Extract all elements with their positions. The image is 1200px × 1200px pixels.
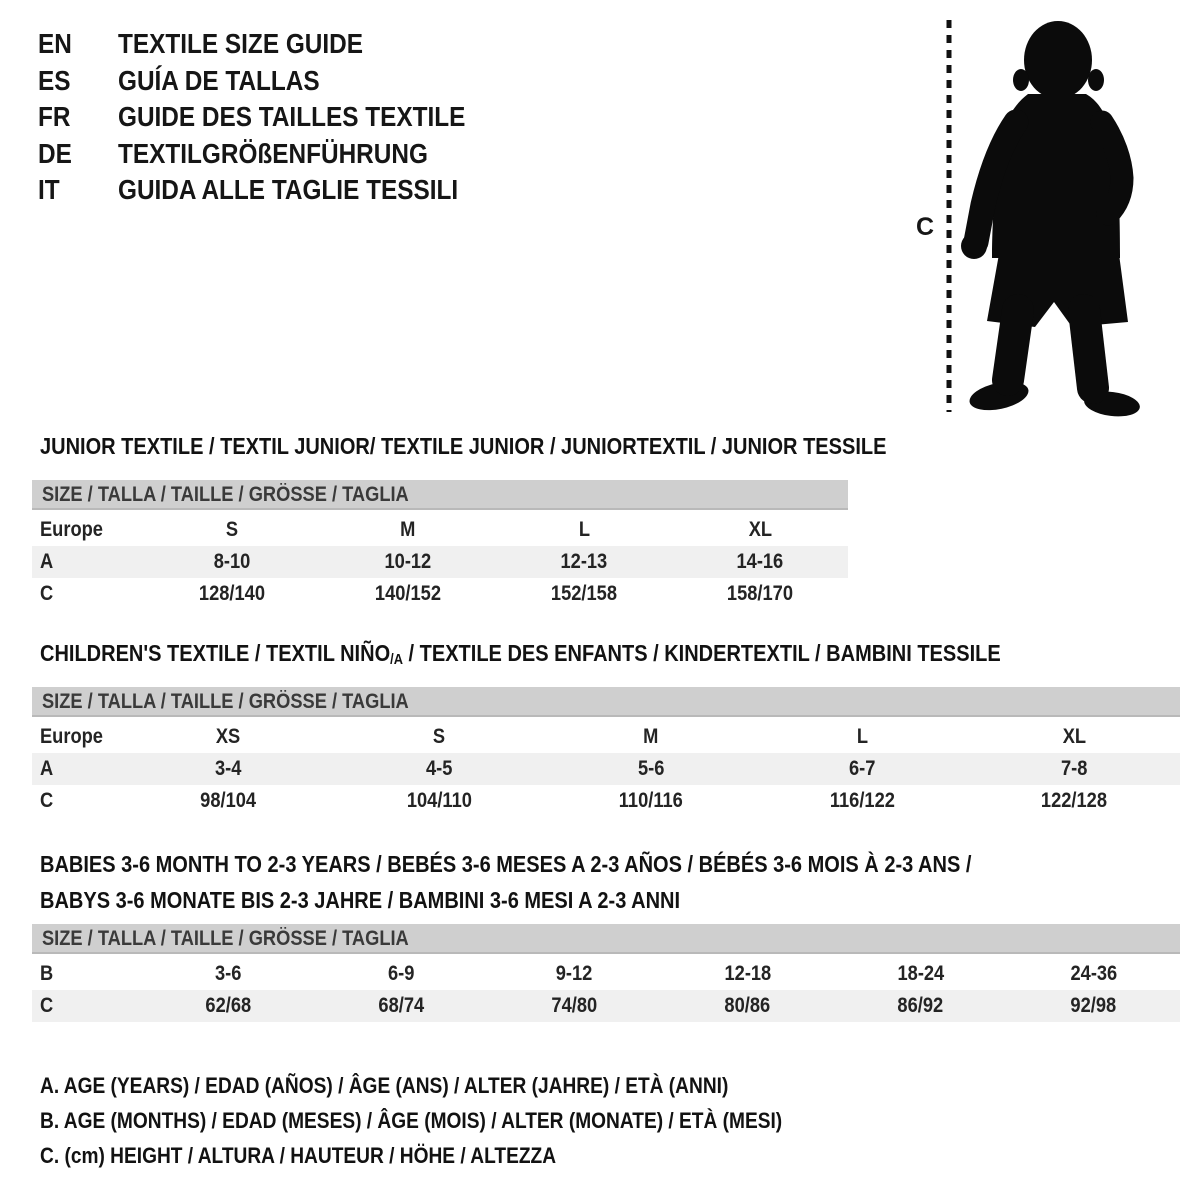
language-code: ES (38, 64, 71, 96)
babies-size-table (32, 924, 1180, 1022)
cell-value: 3-6 (215, 962, 242, 985)
guide-title: TEXTILE SIZE GUIDE (118, 28, 363, 59)
junior-section-title: JUNIOR TEXTILE / TEXTIL JUNIOR/ TEXTILE JUNIOR / JUNIORTEXTIL / JUNIOR TESSILE (40, 433, 887, 459)
junior-size-table (32, 480, 848, 610)
cell-value: 86/92 (897, 994, 944, 1017)
cell-value: 116/122 (830, 789, 896, 812)
row-label: Europe (40, 725, 103, 748)
guide-title: TEXTILGRÖßENFÜHRUNG (118, 137, 428, 169)
note-age-years: A. AGE (YEARS) / EDAD (AÑOS) / ÂGE (ANS) / ALTER (JAHRE) / ETÀ (ANNI) (40, 1073, 729, 1098)
row-label: Europe (40, 518, 103, 541)
children-section-title: CHILDREN'S TEXTILE / TEXTIL NIÑO/A / TEXTILE DES ENFANTS / KINDERTEXTIL / BAMBINI TESSILE (40, 640, 1001, 668)
cell-value: 12-18 (724, 962, 771, 985)
cell-value: 6-9 (388, 962, 415, 985)
row-label: A (40, 757, 54, 780)
cell-value: 4-5 (426, 757, 453, 780)
row-label: C (40, 582, 54, 605)
nino-a-subscript: /A (390, 651, 403, 668)
cell-value: 10-12 (384, 550, 432, 573)
cell-value: 128/140 (198, 582, 266, 605)
table-row (32, 719, 1180, 753)
list-item (38, 26, 517, 63)
cell-value: 104/110 (406, 789, 472, 812)
list-item (38, 172, 517, 209)
table-row (32, 546, 848, 578)
cell-value: 3-4 (214, 757, 241, 780)
size-header-bar: SIZE / TALLA / TAILLE / GRÖSSE / TAGLIA (32, 924, 1180, 956)
row-label: B (40, 962, 54, 985)
note-height-cm: C. (cm) HEIGHT / ALTURA / HAUTEUR / HÖHE / ALTEZZA (40, 1143, 557, 1168)
language-code: FR (38, 101, 71, 133)
cell-value: L (856, 725, 869, 748)
height-measure-label: C (915, 213, 935, 241)
guide-title: GUIDA ALLE TAGLIE TESSILI (118, 174, 459, 206)
list-item (38, 99, 517, 136)
cell-value: 68/74 (378, 994, 425, 1017)
cell-value: 12-13 (560, 550, 608, 573)
cell-value: S (225, 518, 239, 541)
cell-value: 92/98 (1070, 994, 1117, 1017)
babies-section-title: BABIES 3-6 MONTH TO 2-3 YEARS / BEBÉS 3-6 MESES A 2-3 AÑOS / BÉBÉS 3-6 MOIS À 2-3 ANS / BABYS 3-6 MONATE BIS 2-3 JAHRE / BAMBINI 3-6 MESI A 2-3 ANNI (40, 851, 972, 913)
children-size-table (32, 687, 1180, 817)
row-label: A (40, 550, 54, 573)
cell-value: 9-12 (556, 962, 593, 985)
row-label: C (40, 789, 54, 812)
cell-value: S (433, 725, 446, 748)
cell-value: 74/80 (551, 994, 598, 1017)
table-row (32, 956, 1180, 990)
cell-value: 62/68 (205, 994, 252, 1017)
table-row (32, 785, 1180, 817)
list-item (38, 63, 517, 100)
row-label: C (40, 994, 54, 1017)
language-code: EN (38, 28, 72, 59)
cell-value: 18-24 (897, 962, 944, 985)
table-row (32, 990, 1180, 1022)
size-header-bar: SIZE / TALLA / TAILLE / GRÖSSE / TAGLIA (32, 687, 1180, 719)
cell-value: XS (215, 725, 240, 748)
list-item (38, 136, 517, 173)
cell-value: 152/158 (550, 582, 618, 605)
cell-value: XL (748, 518, 772, 541)
language-code: DE (38, 137, 72, 169)
note-age-months: B. AGE (MONTHS) / EDAD (MESES) / ÂGE (MOIS) / ALTER (MONATE) / ETÀ (MESI) (40, 1108, 783, 1133)
cell-value: 14-16 (736, 550, 784, 573)
table-row (32, 578, 848, 610)
cell-value: 5-6 (637, 757, 665, 780)
guide-title: GUÍA DE TALLAS (118, 64, 320, 96)
cell-value: L (578, 518, 590, 541)
language-title-list (38, 26, 517, 209)
cell-value: 122/128 (1041, 789, 1108, 812)
cell-value: 158/170 (726, 582, 794, 605)
cell-value: 6-7 (849, 757, 876, 780)
table-row (32, 753, 1180, 785)
cell-value: M (643, 725, 659, 748)
legend-notes (40, 1068, 893, 1173)
cell-value: 110/116 (618, 789, 683, 812)
cell-value: M (400, 518, 416, 541)
table-row (32, 512, 848, 546)
language-code: IT (38, 174, 60, 206)
cell-value: 7-8 (1060, 757, 1088, 780)
cell-value: 98/104 (199, 789, 256, 812)
guide-title: GUIDE DES TAILLES TEXTILE (118, 101, 466, 133)
cell-value: 8-10 (213, 550, 251, 573)
size-header-bar: SIZE / TALLA / TAILLE / GRÖSSE / TAGLIA (32, 480, 848, 512)
height-measure-figure (900, 10, 1190, 420)
cell-value: XL (1062, 725, 1086, 748)
cell-value: 24-36 (1070, 962, 1117, 985)
cell-value: 140/152 (374, 582, 442, 605)
cell-value: 80/86 (724, 994, 771, 1017)
toddler-silhouette-icon (900, 10, 1190, 420)
